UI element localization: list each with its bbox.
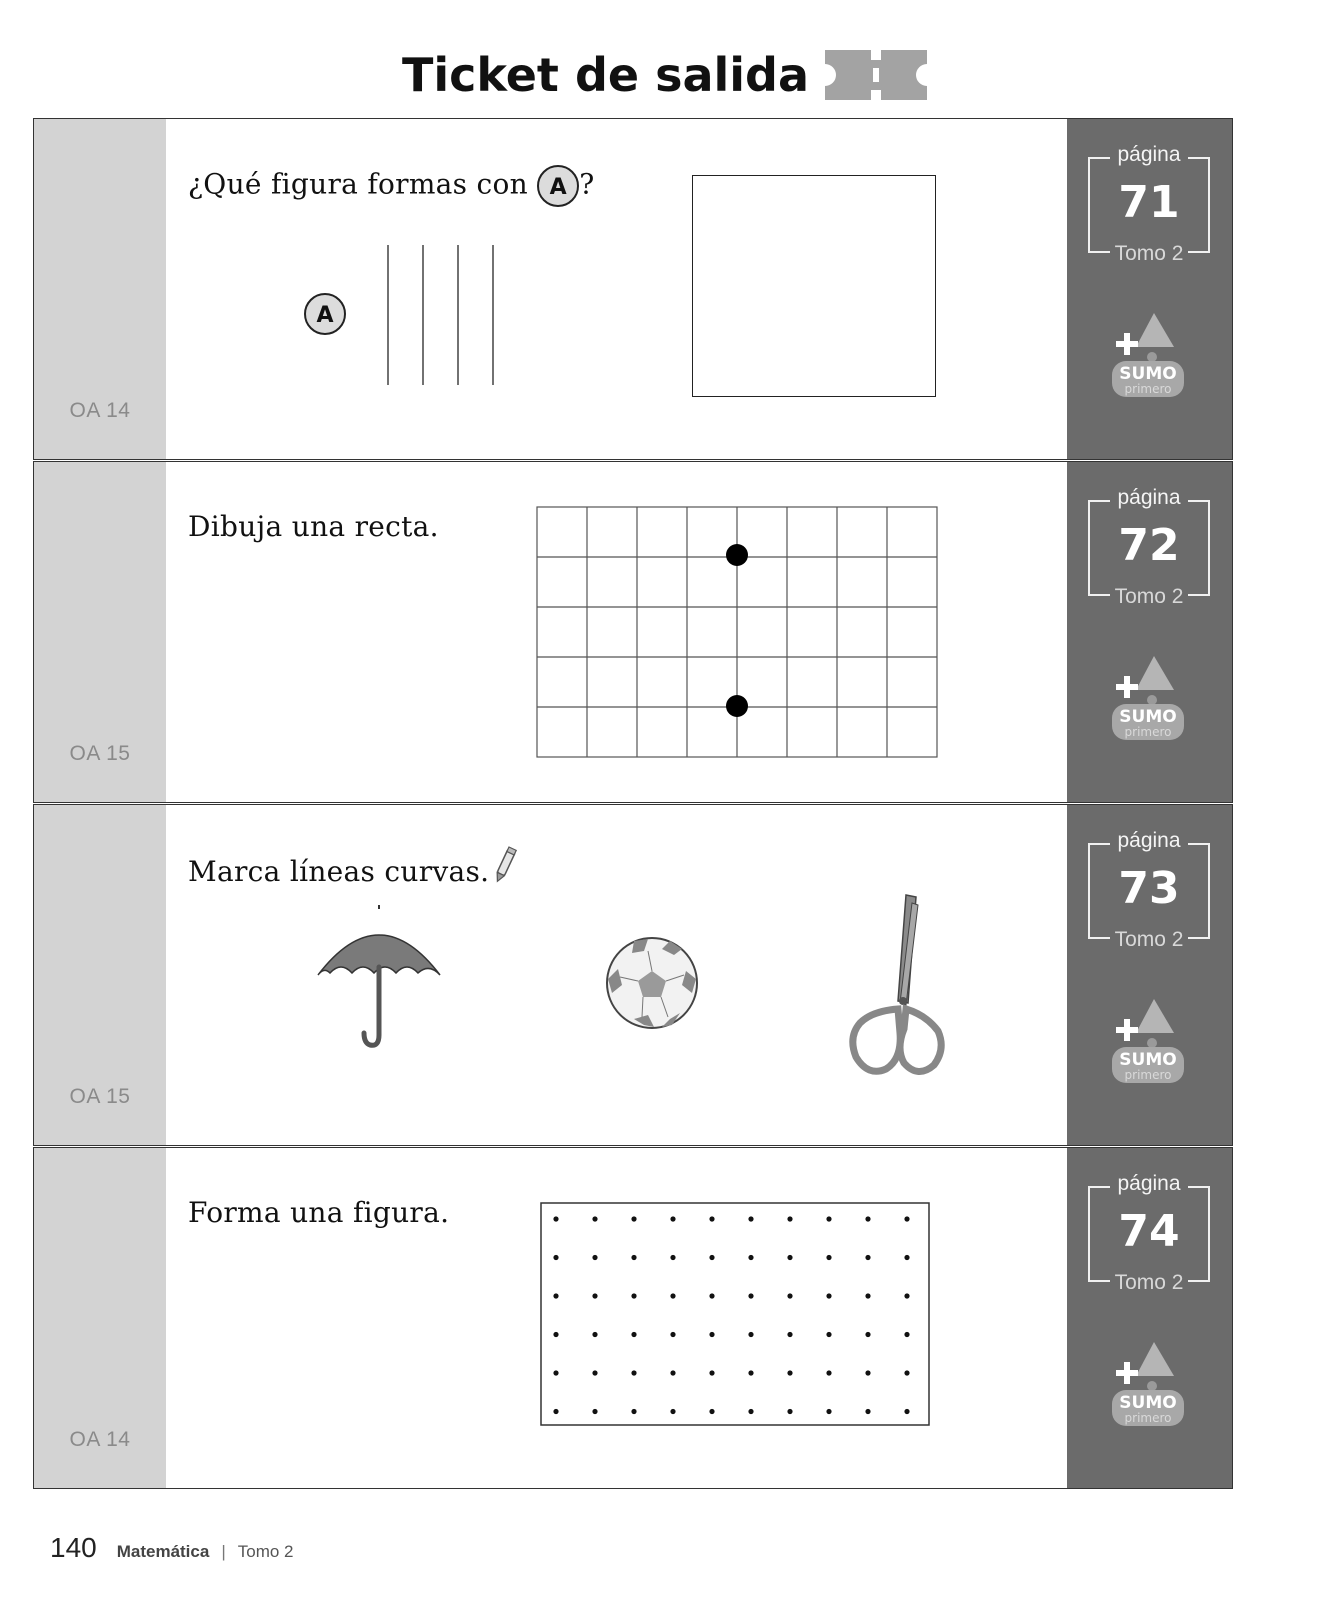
grid-dot[interactable] [592, 1409, 597, 1414]
grid-dot[interactable] [709, 1255, 714, 1260]
svg-text:primero: primero [1124, 1068, 1172, 1082]
ticket-icon [825, 50, 927, 100]
footer-separator: | [221, 1542, 226, 1561]
card-left-band [34, 1148, 166, 1488]
grid-dot[interactable] [826, 1216, 831, 1221]
grid-dot[interactable] [709, 1216, 714, 1221]
grid-dot[interactable] [670, 1255, 675, 1260]
grid-dot[interactable] [631, 1370, 636, 1375]
sumo-primero-logo [1108, 995, 1188, 1087]
grid-dot[interactable] [592, 1370, 597, 1375]
page-title: Ticket de salida [401, 48, 810, 102]
grid-dot[interactable] [787, 1216, 792, 1221]
pagina-label: página [1117, 1172, 1181, 1195]
grid-dot[interactable] [592, 1255, 597, 1260]
sumo-primero-logo [1108, 652, 1188, 744]
grid-dot[interactable] [865, 1216, 870, 1221]
footer-subject: Matemática [116, 1542, 210, 1561]
grid-dot[interactable] [865, 1293, 870, 1298]
grid-dot[interactable] [553, 1370, 558, 1375]
oa-label: OA 14 [69, 1428, 131, 1451]
answer-box[interactable] [692, 175, 936, 397]
footer-volume: Tomo 2 [237, 1542, 294, 1561]
grid-dot[interactable] [826, 1370, 831, 1375]
soccer-ball-icon[interactable] [604, 935, 700, 1031]
exit-ticket-card-4 [33, 1147, 1233, 1489]
grid-dot[interactable] [631, 1293, 636, 1298]
grid-dot[interactable] [709, 1332, 714, 1337]
pencil-icon [492, 845, 518, 885]
page-reference [1088, 1172, 1210, 1294]
grid-dot[interactable] [631, 1216, 636, 1221]
oa-label: OA 14 [69, 399, 131, 422]
page-number: 73 [1118, 863, 1180, 914]
tomo-label: Tomo 2 [1114, 242, 1184, 265]
grid-dot[interactable] [904, 1216, 909, 1221]
grid-dot[interactable] [670, 1293, 675, 1298]
grid-dot[interactable] [826, 1255, 831, 1260]
grid-dot[interactable] [748, 1370, 753, 1375]
grid-dot[interactable] [865, 1255, 870, 1260]
card-left-band [34, 805, 166, 1145]
svg-text:SUMO: SUMO [1119, 364, 1177, 384]
svg-text:primero: primero [1124, 1411, 1172, 1425]
grid-dot[interactable] [748, 1409, 753, 1414]
svg-text:primero: primero [1124, 725, 1172, 739]
grid-dot[interactable] [670, 1332, 675, 1337]
grid-dot[interactable] [787, 1332, 792, 1337]
grid-dot[interactable] [826, 1293, 831, 1298]
grid-dot[interactable] [826, 1332, 831, 1337]
exit-ticket-card-1 [33, 118, 1233, 460]
grid-dot[interactable] [553, 1216, 558, 1221]
page-title-row [0, 48, 1339, 102]
pagina-label: página [1117, 486, 1181, 509]
question-text: ¿Qué figura formas con A ? [188, 165, 595, 207]
drawing-grid[interactable] [536, 506, 940, 760]
exit-ticket-card-3 [33, 804, 1233, 1146]
card-left-band [34, 119, 166, 459]
card-left-band [34, 462, 166, 802]
grid-dot[interactable] [904, 1255, 909, 1260]
grid-dot[interactable] [592, 1216, 597, 1221]
grid-dot[interactable] [748, 1332, 753, 1337]
grid-dot[interactable] [631, 1255, 636, 1260]
svg-text:SUMO: SUMO [1119, 707, 1177, 727]
page-number: 72 [1118, 520, 1180, 571]
grid-dot[interactable] [553, 1409, 558, 1414]
grid-dot[interactable] [592, 1293, 597, 1298]
grid-dot[interactable] [865, 1370, 870, 1375]
scissors-icon[interactable] [842, 893, 946, 1083]
page-footer [50, 1532, 294, 1564]
grid-dot[interactable] [865, 1332, 870, 1337]
tomo-label: Tomo 2 [1114, 585, 1184, 608]
page-reference [1088, 143, 1210, 265]
tomo-label: Tomo 2 [1114, 928, 1184, 951]
grid-dot[interactable] [904, 1332, 909, 1337]
circle-a-label: A [304, 293, 346, 335]
pagina-label: página [1117, 829, 1181, 852]
page-reference [1088, 486, 1210, 608]
grid-dot[interactable] [865, 1409, 870, 1414]
pagina-label: página [1117, 143, 1181, 166]
grid-dot[interactable] [904, 1409, 909, 1414]
sumo-primero-logo [1108, 1338, 1188, 1430]
grid-dot[interactable] [670, 1409, 675, 1414]
grid-dot[interactable] [904, 1370, 909, 1375]
grid-dot[interactable] [748, 1293, 753, 1298]
grid-dot[interactable] [787, 1409, 792, 1414]
grid-dot[interactable] [670, 1216, 675, 1221]
grid-dot[interactable] [787, 1255, 792, 1260]
grid-dot[interactable] [709, 1293, 714, 1298]
grid-dot[interactable] [631, 1409, 636, 1414]
svg-text:SUMO: SUMO [1119, 1050, 1177, 1070]
grid-dot[interactable] [709, 1409, 714, 1414]
card-right-band [1067, 119, 1232, 459]
question-text: Marca líneas curvas. [188, 855, 490, 888]
oa-label: OA 15 [69, 1085, 131, 1108]
oa-label: OA 15 [69, 742, 131, 765]
svg-text:SUMO: SUMO [1119, 1393, 1177, 1413]
umbrella-icon[interactable] [314, 905, 444, 1055]
dot-grid[interactable] [540, 1202, 932, 1428]
grid-dot[interactable] [631, 1332, 636, 1337]
svg-text:primero: primero [1124, 382, 1172, 396]
grid-dot[interactable] [670, 1370, 675, 1375]
question-text: Forma una figura. [188, 1196, 450, 1229]
grid-dot[interactable] [709, 1370, 714, 1375]
grid-dot[interactable] [826, 1409, 831, 1414]
grid-dot[interactable] [748, 1255, 753, 1260]
sumo-primero-logo [1108, 309, 1188, 401]
question-text: Dibuja una recta. [188, 510, 439, 543]
footer-page-number: 140 [50, 1532, 97, 1563]
grid-dot[interactable] [787, 1370, 792, 1375]
parallel-lines [384, 245, 504, 387]
page-number: 71 [1118, 177, 1180, 228]
grid-dot[interactable] [553, 1255, 558, 1260]
page-number: 74 [1118, 1206, 1180, 1257]
card-right-band [1067, 805, 1232, 1145]
circle-a-marker: A [537, 165, 579, 207]
exit-ticket-card-2 [33, 461, 1233, 803]
card-right-band [1067, 462, 1232, 802]
grid-dot[interactable] [748, 1216, 753, 1221]
card-right-band [1067, 1148, 1232, 1488]
page-reference [1088, 829, 1210, 951]
tomo-label: Tomo 2 [1114, 1271, 1184, 1294]
grid-dot[interactable] [553, 1293, 558, 1298]
grid-dot[interactable] [553, 1332, 558, 1337]
grid-dot[interactable] [787, 1293, 792, 1298]
grid-dot[interactable] [592, 1332, 597, 1337]
grid-dot[interactable] [904, 1293, 909, 1298]
